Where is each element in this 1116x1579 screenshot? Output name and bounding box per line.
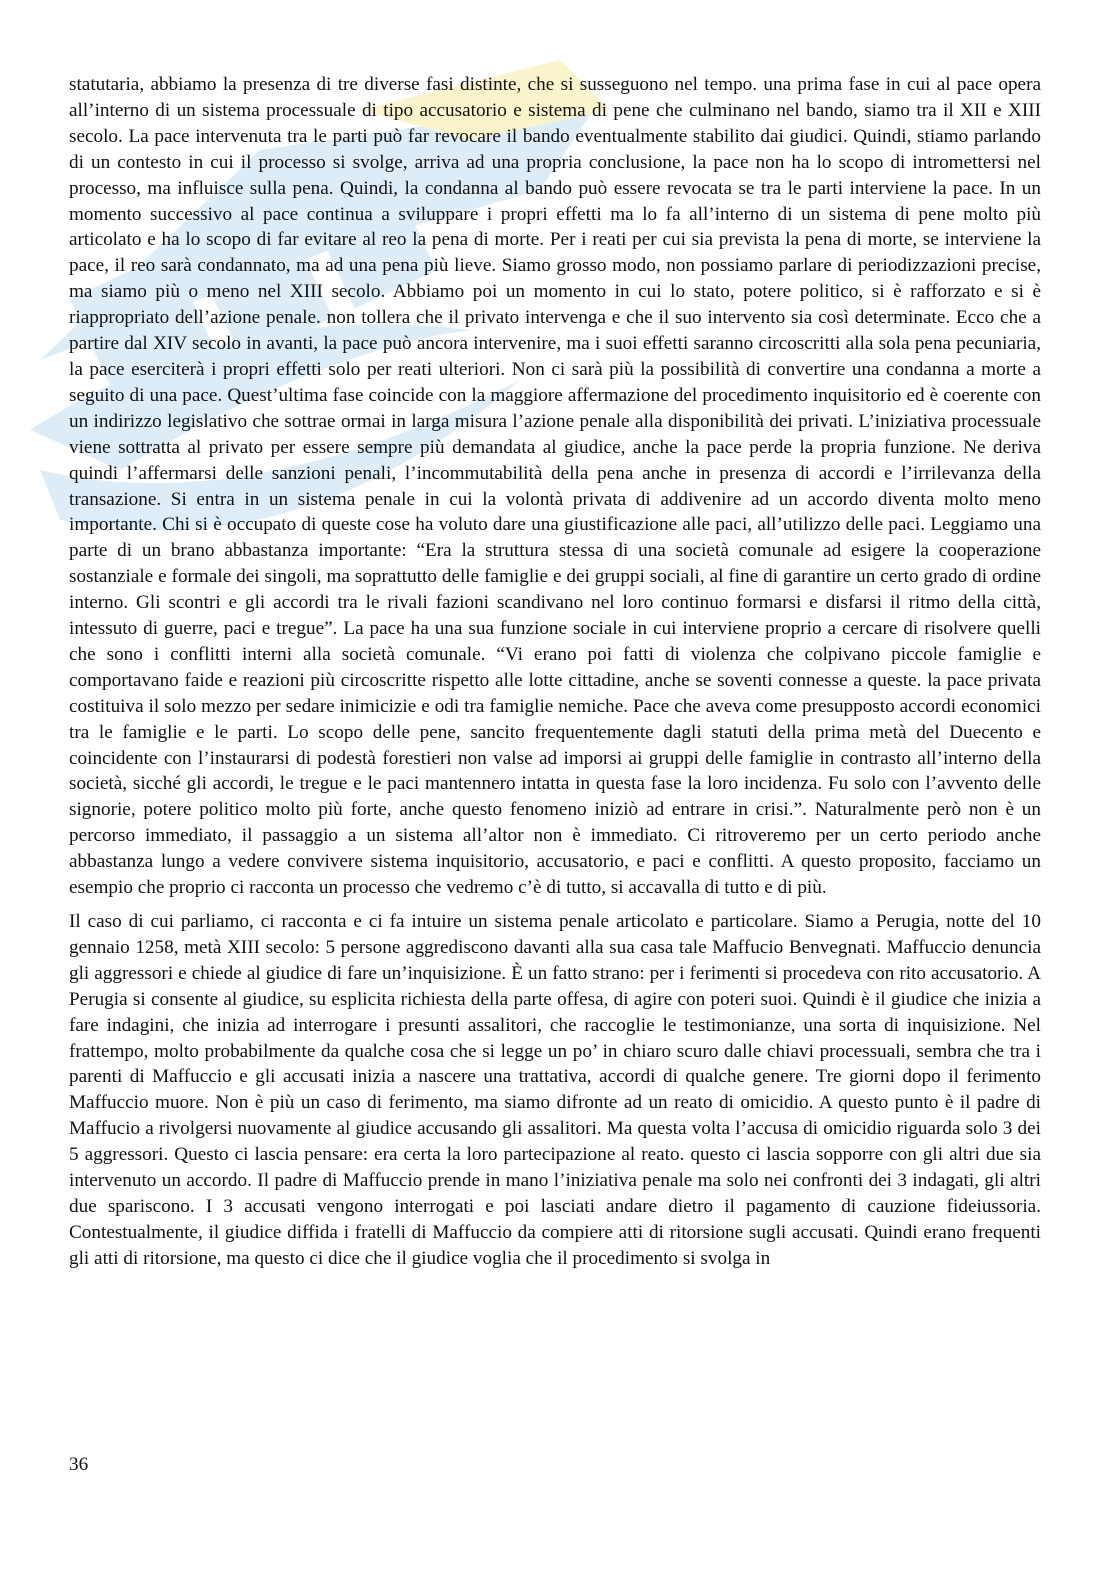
page-number: 36 bbox=[69, 1454, 89, 1475]
paragraph-2: Il caso di cui parliamo, ci racconta e ci fa intuire un sistema penale articolato e particolare. Siamo a Perugia, notte del 10 gennaio 1258, metà XIII secolo: 5 persone aggrediscono davanti alla sua casa tale Maffucio Benvegnati. Maffuccio denuncia gli aggressori e chiede al giudice di fare un’inquisizione. È un fatto strano: per i ferimenti si procedeva con rito accusatorio. A Perugia si consente al giudice, su esplicita richiesta della parte offesa, di agire con poteri suoi. Quindi è il giudice che inizia a fare indagini, che inizia ad interrogare i presunti assalitori, che raccoglie le testimonianze, una sorta di inquisizione. Nel frattempo, molto probabilmente da qualche cosa che si legge un po’ in chiaro scuro dalle chiavi processuali, sembra che tra i parenti di Maffuccio e gli accusati inizia a nascere una trattativa, accordi di qualche genere. Tre giorni dopo il ferimento Maffuccio muore. Non è più un caso di ferimento, ma siamo difronte ad un reato di omicidio. A questo punto è il padre di Maffucio a rivolgersi nuovamente al giudice accusando gli assalitori. Ma questa volta l’accusa di omicidio riguarda solo 3 dei 5 aggressori. Questo ci lascia pensare: era certa la loro partecipazione al reato. questo ci lascia sopporre con gli altri due sia intervenuto un accordo. Il padre di Maffuccio prende in mano l’iniziativa penale ma solo nei confronti dei 3 indagati, gli altri due spariscono. I 3 accusati vengono interrogati e poi lasciati andare dietro il pagamento di cauzione fideiussoria. Contestualmente, il giudice diffida i fratelli di Maffuccio da compiere atti di ritorsione sugli accusati. Quindi erano frequenti gli atti di ritorsione, ma questo ci dice che il giudice voglia che il procedimento si svolga in bbox=[69, 911, 1041, 1269]
paragraph-1: statutaria, abbiamo la presenza di tre diverse fasi distinte, che si susseguono nel tempo. una prima fase in cui al pace opera all’interno di un sistema processuale di tipo accusatorio e sistema di pene che culminano nel bando, siamo tra il XII e XIII secolo. La pace intervenuta tra le parti può far revocare il bando eventualmente stabilito dai giudici. Quindi, stiamo parlando di un contesto in cui il processo si svolge, arriva ad una propria conclusione, la pace non ha lo scopo di intromettersi nel processo, ma influisce sulla pena. Quindi, la condanna al bando può essere revocata se tra le parti interviene la pace. In un momento successivo al pace continua a sviluppare i propri effetti ma lo fa all’interno di un sistema di pene molto più articolato e ha lo scopo di far evitare al reo la pena di morte. Per i reati per cui sia prevista la pena di morte, se interviene la pace, il reo sarà condannato, ma ad una pena più lieve. Siamo grosso modo, non possiamo parlare di periodizzazioni precise, ma siamo più o meno nel XIII secolo. Abbiamo poi un momento in cui lo stato, potere politico, si è rafforzato e si è riappropriato dell’azione penale. non tollera che il privato intervenga e che il suo intervento sia così determinate. Ecco che a partire dal XIV secolo in avanti, la pace può ancora intervenire, ma i suoi effetti saranno circoscritti alla sola pena pecuniaria, la pace eserciterà i propri effetti solo per reati ulteriori. Non ci sarà più la possibilità di convertire una condanna a morte a seguito di una pace. Quest’ultima fase coincide con la maggiore affermazione del procedimento inquisitorio ed è coerente con un indirizzo legislativo che sottrae ormai in larga misura l’azione penale alla disponibilità dei privati. L’iniziativa processuale viene sottratta al privato per essere sempre più demandata al giudice, anche la pace perde la propria funzione. Ne deriva quindi l’affermarsi delle sanzioni penali, l’incommutabilità della pena anche in presenza di accordi e l’irrilevanza della transazione. Si entra in un sistema penale in cui la volontà privata di addivenire ad un accordo diventa molto meno importante. Chi si è occupato di queste cose ha voluto dare una giustificazione alle paci, all’utilizzo delle paci. Leggiamo una parte di un brano abbastanza importante: “Era la struttura stessa di una società comunale ad esigere la cooperazione sostanziale e formale dei singoli, ma soprattutto delle famiglie e dei gruppi sociali, al fine di garantire un certo grado di ordine interno. Gli scontri e gli accordi tra le rivali fazioni scandivano nel loro continuo formarsi e disfarsi il ritmo della città, intessuto di guerre, paci e tregue”. La pace ha una sua funzione sociale in cui interviene proprio a cercare di risolvere quelli che sono i conflitti interni alla società comunale. “Vi erano poi fatti di violenza che colpivano piccole famiglie e comportavano faide e reazioni più circoscritte rispetto alle lotte cittadine, anche se soventi connesse a queste. la pace privata costituiva il solo mezzo per sedare inimicizie e odi tra famiglie nemiche. Pace che aveva come presupposto accordi economici tra le famiglie e le parti. Lo scopo delle pene, sancito frequentemente dagli statuti della prima metà del Duecento e coincidente con l’instaurarsi di podestà forestieri non valse ad imporsi ai gruppi delle famiglie in contrasto all’interno della società, sicché gli accordi, le tregue e le paci mantennero intatta in questa fase la loro incidenza. Fu solo con l’avvento delle signorie, potere politico molto più forte, anche questo fenomeno iniziò ad entrare in crisi.”. Naturalmente però non è un percorso immediato, il passaggio a un sistema all’altor non è immediato. Ci ritroveremo per un certo periodo anche abbastanza lungo a vedere convivere sistema inquisitorio, accusatorio, e paci e conflitti. A questo proposito, facciamo un esempio che proprio ci racconta un processo che vedremo c’è di tutto, si accavalla di tutto e di più. bbox=[69, 74, 1041, 899]
document-body bbox=[69, 72, 1041, 1272]
